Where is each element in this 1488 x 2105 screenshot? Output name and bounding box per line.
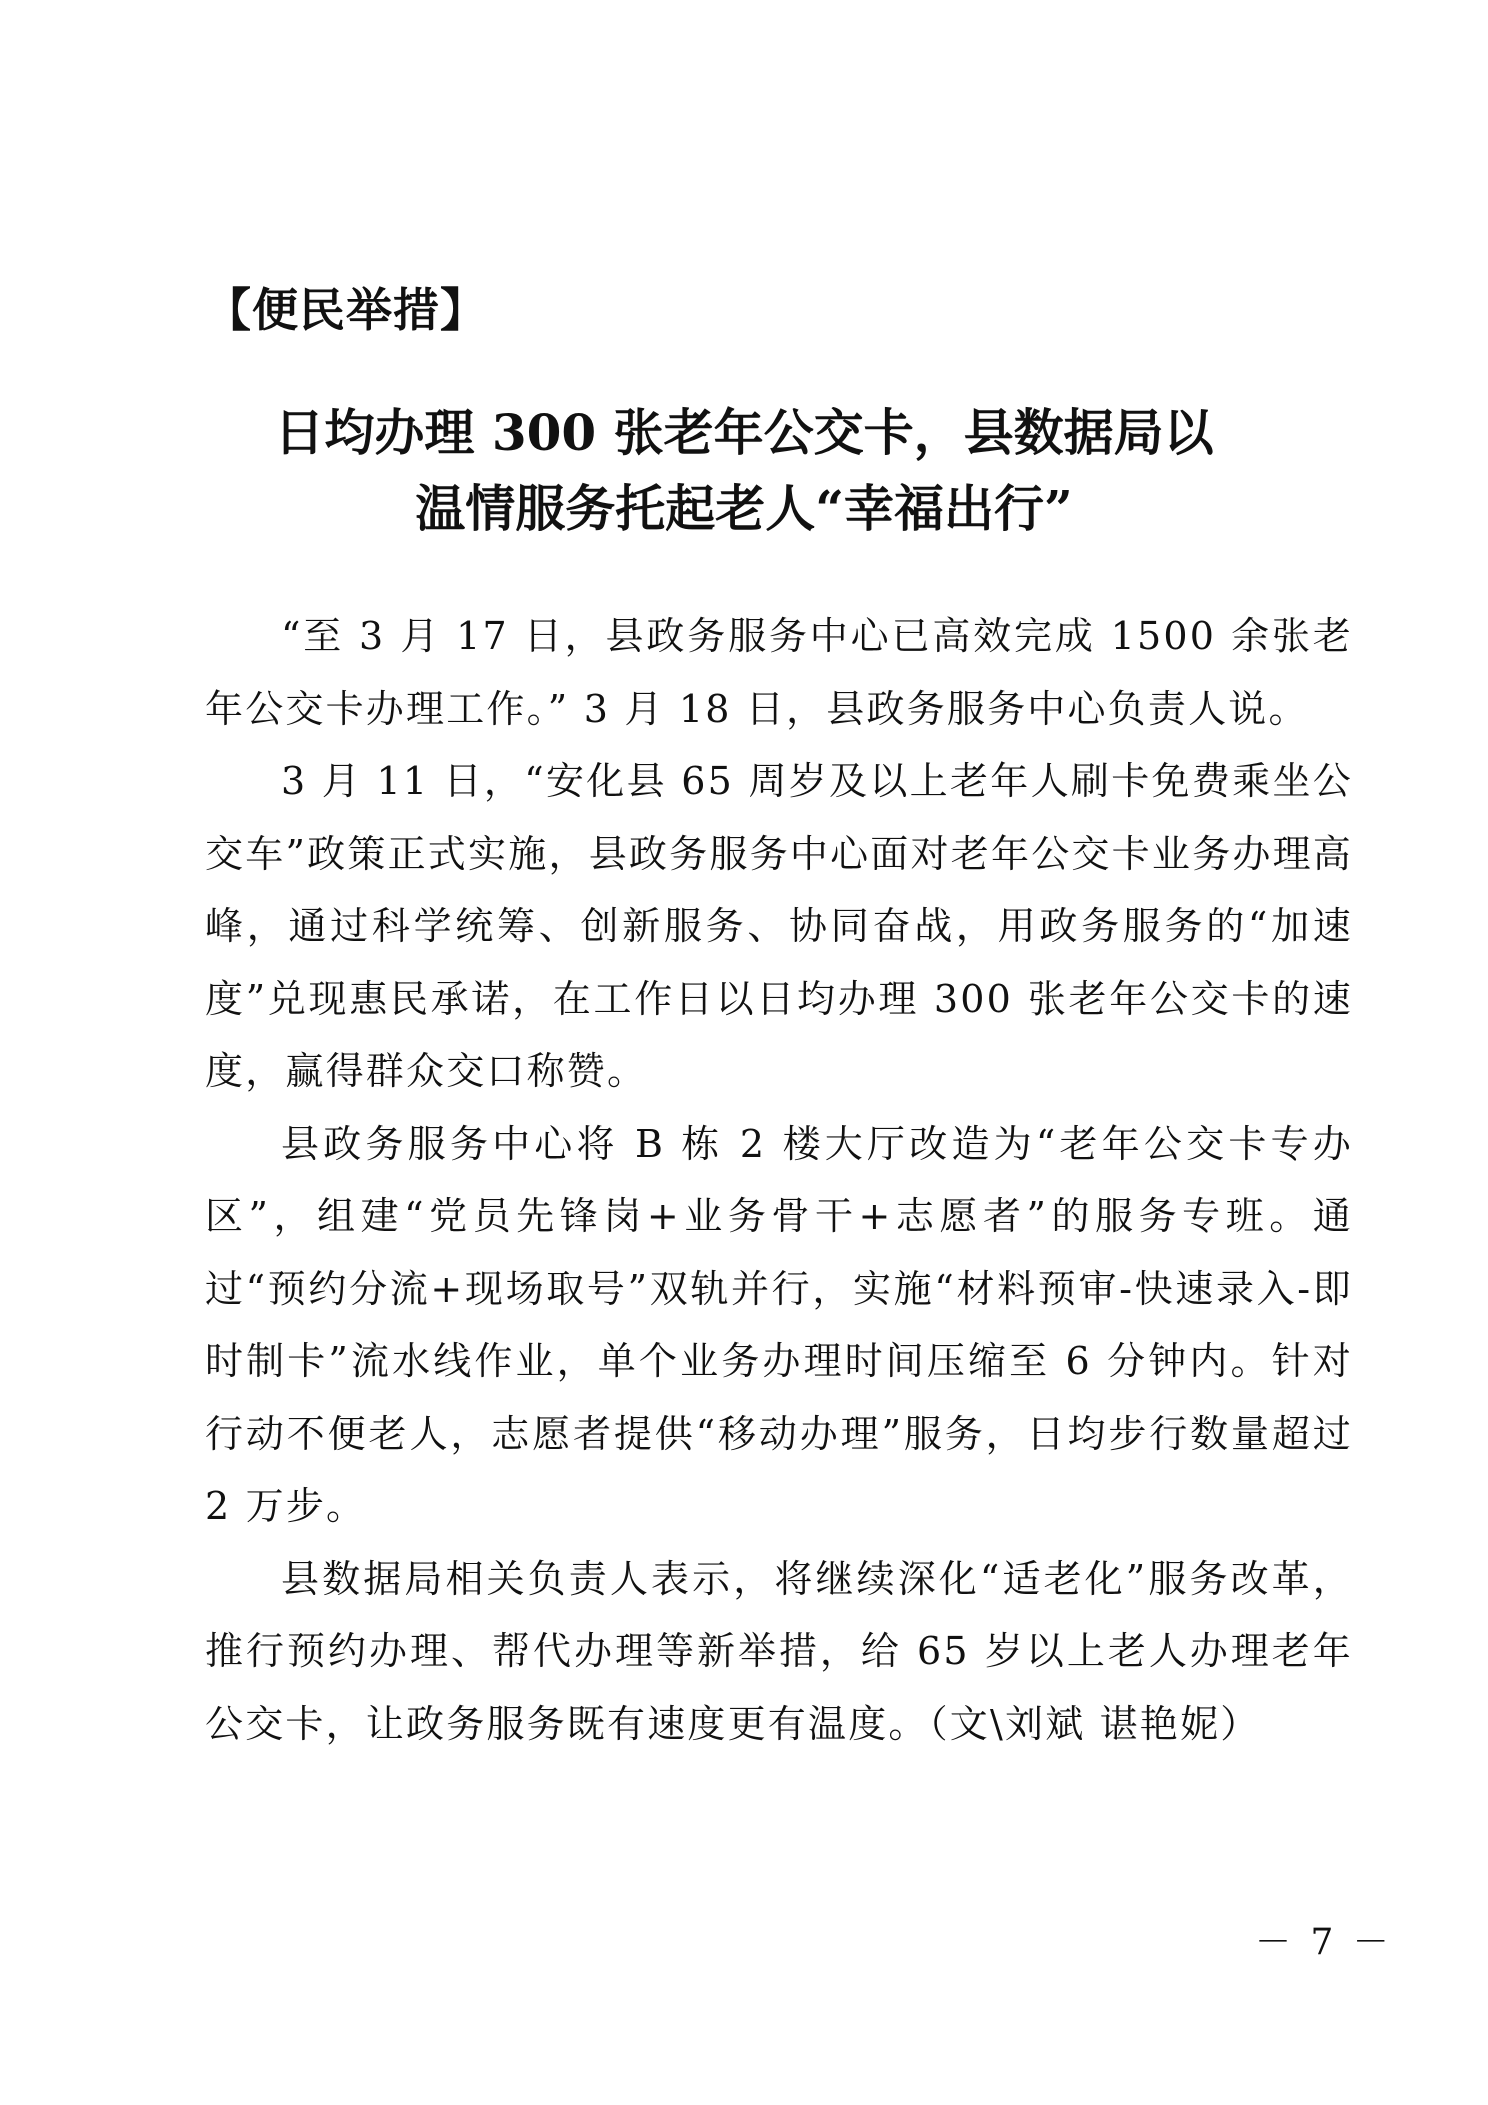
paragraph-1: “至 3 月 17 日，县政务服务中心已高效完成 1500 余张老年公交卡办理工作。” 3 月 18 日，县政务服务中心负责人说。: [205, 614, 1353, 731]
paragraph-4: 县数据局相关负责人表示，将继续深化“适老化”服务改革，推行预约办理、帮代办理等新举措，给 65 岁以上老人办理老年公交卡，让政务服务既有速度更有温度。（文\刘斌 谌艳妮）: [205, 1556, 1353, 1746]
page-number: － 7 －: [1255, 1922, 1393, 1963]
paragraph-2: 3 月 11 日，“安化县 65 周岁及以上老年人刷卡免费乘坐公交车”政策正式实施，县政务服务中心面对老年公交卡业务办理高峰，通过科学统筹、创新服务、协同奋战，用政务服务的“加速度”兑现惠民承诺，在工作日以日均办理 300 张老年公交卡的速度，赢得群众交口称赞。: [205, 759, 1353, 1093]
article-title-line-1: 日均办理 300 张老年公交卡，县数据局以: [274, 403, 1214, 462]
article-title: [200, 395, 1288, 547]
paragraph-3: 县政务服务中心将 B 栋 2 楼大厅改造为“老年公交卡专办区”，组建“党员先锋岗+业务骨干+志愿者”的服务专班。通过“预约分流+现场取号”双轨并行，实施“材料预审-快速录入-即时制卡”流水线作业，单个业务办理时间压缩至 6 分钟内。针对行动不便老人，志愿者提供“移动办理”服务，日均步行数量超过 2 万步。: [205, 1121, 1353, 1528]
article-title-line-2: 温情服务托起老人“幸福出行”: [415, 479, 1073, 538]
article-body: [205, 600, 1353, 1760]
section-tag: 【便民举措】: [205, 283, 487, 337]
